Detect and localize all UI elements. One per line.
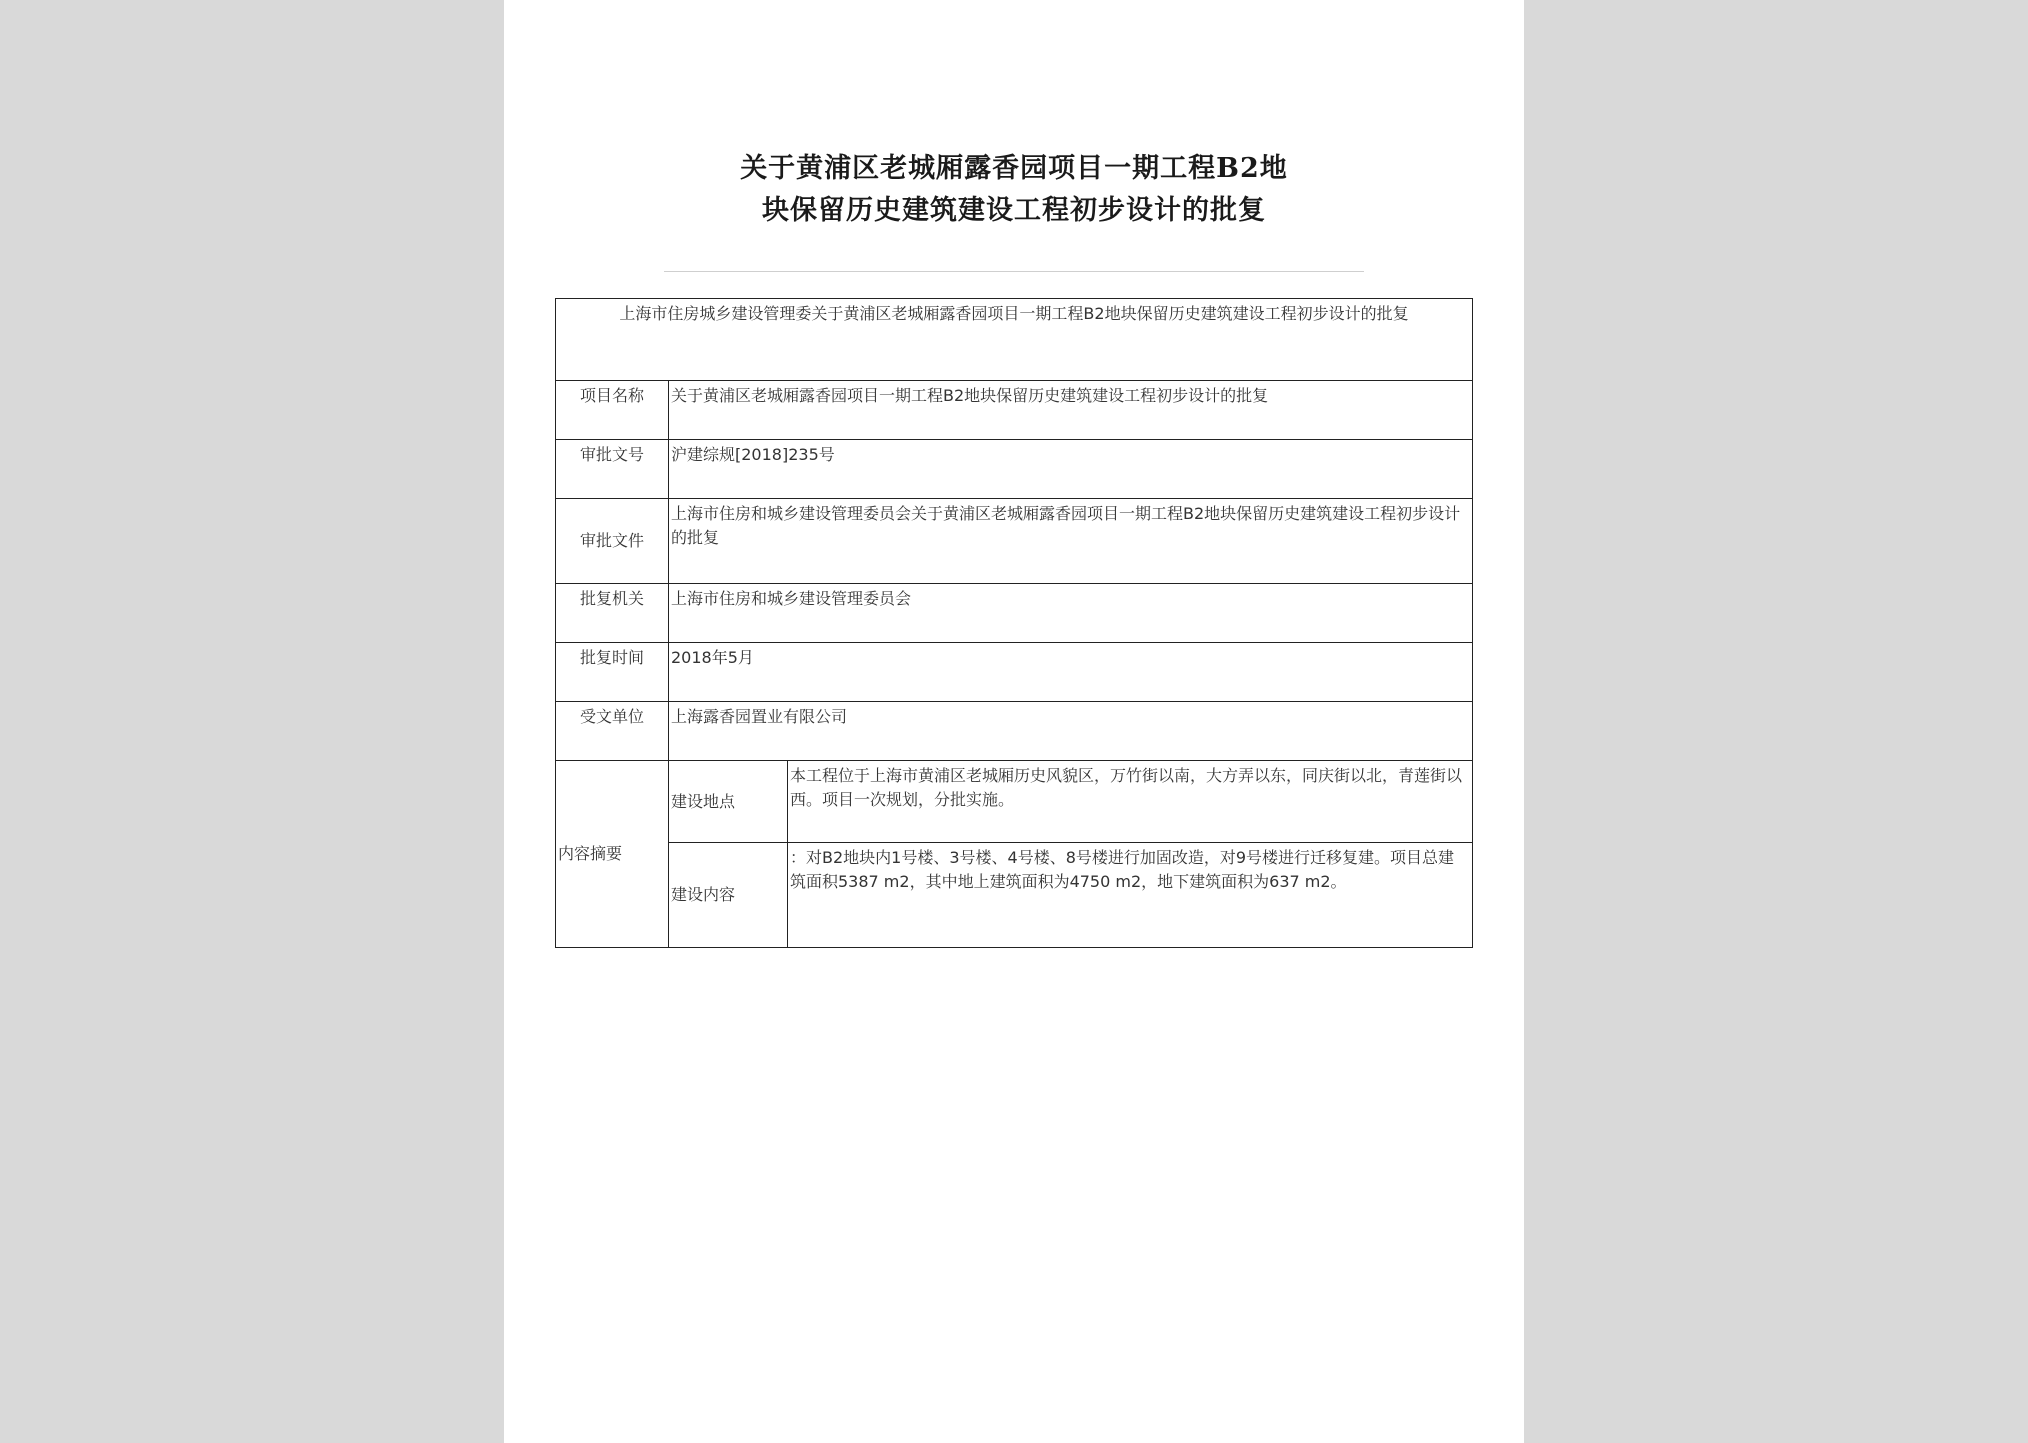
- row-label-project-name: 项目名称: [556, 381, 669, 440]
- table-row: [556, 843, 1473, 948]
- row-label-summary: 内容摘要: [556, 761, 669, 948]
- table-row: [556, 499, 1473, 584]
- row-label-recipient: 受文单位: [556, 702, 669, 761]
- table-row: [556, 761, 1473, 843]
- document-title: [504, 148, 1524, 232]
- approval-info-table: [555, 298, 1473, 948]
- title-line-2: 块保留历史建筑建设工程初步设计的批复: [762, 195, 1266, 226]
- summary-label-location: 建设地点: [669, 761, 788, 843]
- row-value-approval-number: 沪建综规[2018]235号: [669, 440, 1473, 499]
- summary-label-content: 建设内容: [669, 843, 788, 948]
- table-row: [556, 702, 1473, 761]
- document-page: [504, 0, 1524, 1443]
- table-row: [556, 584, 1473, 643]
- row-value-approval-date: 2018年5月: [669, 643, 1473, 702]
- row-label-approval-number: 审批文号: [556, 440, 669, 499]
- title-divider: [664, 271, 1364, 272]
- table-row: [556, 440, 1473, 499]
- table-row: [556, 381, 1473, 440]
- table-row: [556, 643, 1473, 702]
- row-value-approving-authority: 上海市住房和城乡建设管理委员会: [669, 584, 1473, 643]
- title-line-1: 关于黄浦区老城厢露香园项目一期工程B2地: [740, 153, 1288, 184]
- row-value-recipient: 上海露香园置业有限公司: [669, 702, 1473, 761]
- row-value-project-name: 关于黄浦区老城厢露香园项目一期工程B2地块保留历史建筑建设工程初步设计的批复: [669, 381, 1473, 440]
- summary-value-content: ：对B2地块内1号楼、3号楼、4号楼、8号楼进行加固改造，对9号楼进行迁移复建。项目总建筑面积5387 m2，其中地上建筑面积为4750 m2，地下建筑面积为637 m2。: [788, 843, 1473, 948]
- row-label-approving-authority: 批复机关: [556, 584, 669, 643]
- summary-value-location: 本工程位于上海市黄浦区老城厢历史风貌区，万竹街以南，大方弄以东，同庆街以北，青莲街以西。项目一次规划，分批实施。: [788, 761, 1473, 843]
- row-value-approval-document: 上海市住房和城乡建设管理委员会关于黄浦区老城厢露香园项目一期工程B2地块保留历史建筑建设工程初步设计的批复: [669, 499, 1473, 584]
- table-header: 上海市住房城乡建设管理委关于黄浦区老城厢露香园项目一期工程B2地块保留历史建筑建设工程初步设计的批复: [556, 299, 1473, 381]
- row-label-approval-date: 批复时间: [556, 643, 669, 702]
- row-label-approval-document: 审批文件: [556, 499, 669, 584]
